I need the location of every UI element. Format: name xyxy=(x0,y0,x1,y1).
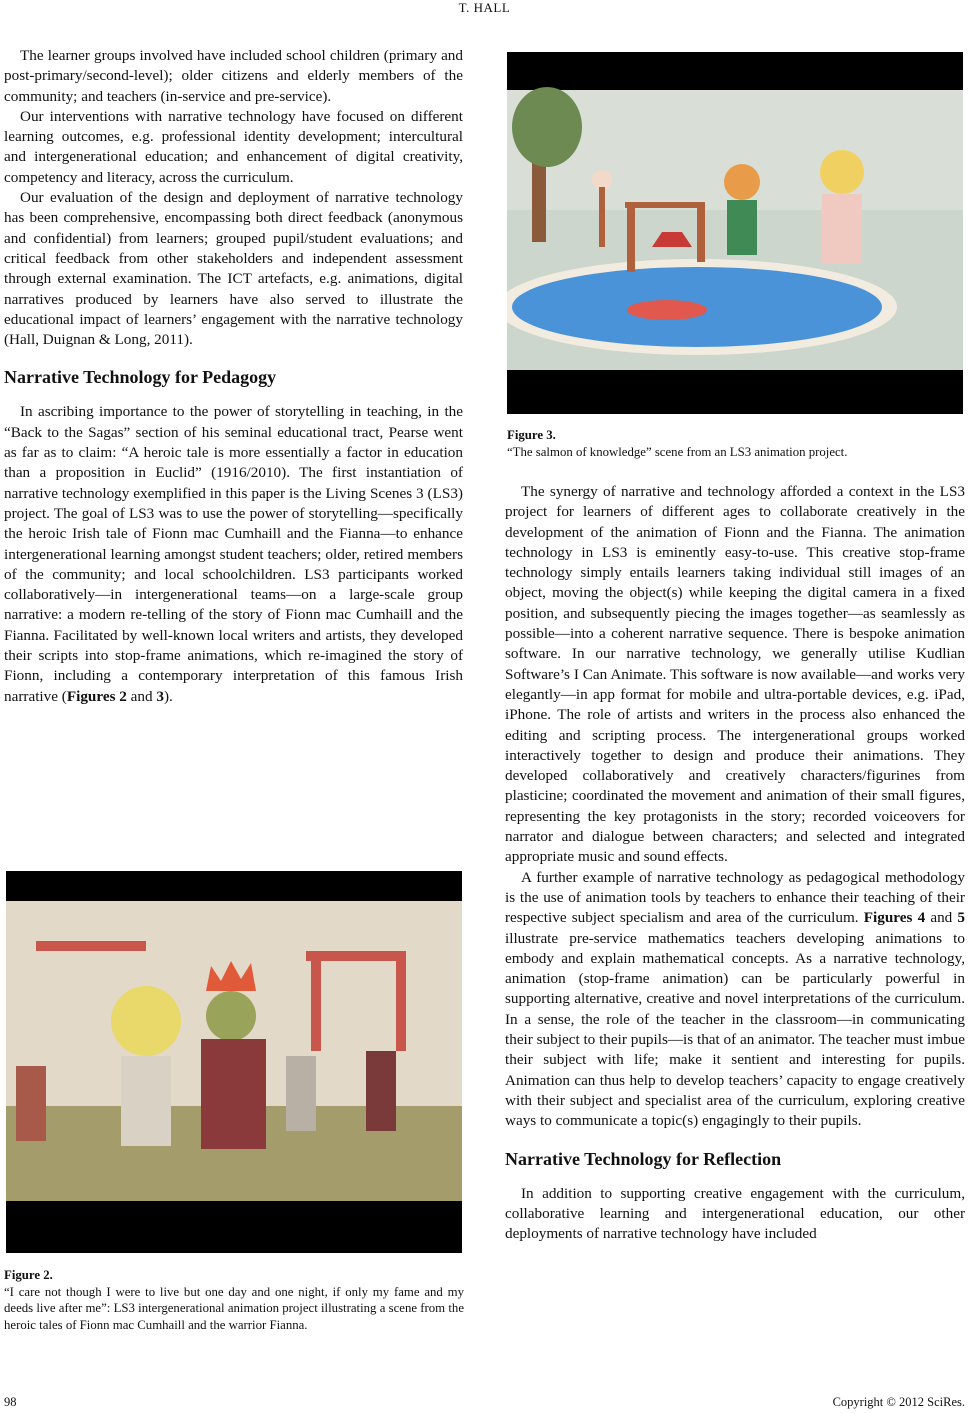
figure-reference-link[interactable]: 3 xyxy=(156,687,164,705)
right-column xyxy=(505,482,965,1244)
figure-2-caption-text: “I care not though I were to live but one day and one night, if only my fame and my deeds live after me”: LS3 intergenerational animation project illustrating a scene from the heroic tales of Fionn mac Cumhaill and the warrior Fianna. xyxy=(4,1284,464,1332)
paragraph: The synergy of narrative and technology afforded a context in the LS3 project for learners of different ages to collaborate creatively in the development of the animation of Fionn and the Fianna. The animation technology in LS3 is eminently easy-to-use. This creative stop-frame technology simply entails learners taking individual still images of an object, moving the object(s) while keeping the digital camera in a fixed position, and subsequently piecing the images together—as seamlessly as possible—into a coherent narrative sequence. There is bespoke animation software. In our narrative technology, we generally utilise Kudlian Software’s I Can Animate. This software is now available—and works very elegantly—in app format for mobile and ultra-portable devices, e.g. iPad, iPhone. The role of artists and writers in the process also enhanced the editing and scripting process. The intergenerational groups worked interactively together to design and produce their animations. They developed collaboratively and creatively characters/figurines from plasticine; coordinated the movement and animation of their small figures, representing the key protagonists in the story; recorded voiceovers for narrator and dialogue between characters; and selected and integrated appropriate music and sound effects. xyxy=(505,483,965,866)
copyright-notice: Copyright © 2012 SciRes. xyxy=(832,1395,965,1409)
figure-2-label: Figure 2. xyxy=(4,1268,53,1282)
running-head: T. HALL xyxy=(458,0,511,15)
paragraph: Our evaluation of the design and deployment of narrative technology has been comprehensive, encompassing both direct feedback (anonymous and confidential) from learners; grouped pupil/student evaluations; and critical feedback from other stakeholders and independent assessment through external examination. The ICT artefacts, e.g. animations, digital narratives produced by learners have also served to illustrate the educational impact of learners’ engagement with the narrative technology (Hall, Duignan & Long, 2011). xyxy=(4,189,463,349)
figure-reference-link[interactable]: 5 xyxy=(957,909,966,927)
figure-2-image xyxy=(6,871,462,1253)
paragraph: Our interventions with narrative technology have focused on different learning outcomes, e.g. professional identity development; intercultural and intergenerational education; and enhancement of digital creativity, competency and literacy, across the curriculum. xyxy=(4,107,463,186)
paragraph xyxy=(4,402,463,706)
figure-2-caption xyxy=(4,1267,464,1333)
paragraph-text: and xyxy=(925,909,958,927)
figure-3-label: Figure 3. xyxy=(507,428,556,442)
figure-3-caption xyxy=(507,427,965,460)
figure-2-scene xyxy=(6,871,462,1253)
paragraph-text: A further example of narrative technology as pedagogical methodology is the use of animation tools by teachers to enhance their teaching of their respective subject specialism and area of the curriculum. xyxy=(505,868,965,927)
paragraph: In addition to supporting creative engagement with the curriculum, collaborative learning and intergenerational education, our other deployments of narrative technology have included xyxy=(505,1184,965,1243)
figure-reference-link[interactable]: Figures 4 xyxy=(863,909,926,927)
figure-3-scene xyxy=(507,52,963,414)
section-heading-pedagogy: Narrative Technology for Pedagogy xyxy=(4,367,277,388)
figure-reference-link[interactable]: Figures 2 xyxy=(66,687,127,705)
paragraph: The learner groups involved have included school children (primary and post-primary/second-level); older citizens and elderly members of the community; and teachers (in-service and pre-service). xyxy=(4,47,463,105)
paragraph-text: and xyxy=(126,687,157,705)
paragraph xyxy=(505,868,965,1132)
section-heading-reflection: Narrative Technology for Reflection xyxy=(505,1148,782,1169)
left-column xyxy=(4,46,463,707)
figure-3-image xyxy=(507,52,963,414)
paragraph-text: illustrate pre-service mathematics teachers developing animations to embody and explain mathematical concepts. As a narrative technology, animation (stop-frame animation) can be particularly powerful in supporting alternative, creative and novel interpretations of the curriculum. In a sense, the role of the teacher in the classroom—in communicating their subject to their pupils—is that of an animator. The teacher must imbue their subject with life; make it sentient and interesting for pupils. Animation can thus help to develop teachers’ capacity to engage creatively with their subject and specialist area of the curriculum, exploring creative ways to communicate a topic(s) engagingly to their pupils. xyxy=(505,929,965,1130)
paragraph-text: ). xyxy=(164,687,173,705)
figure-3-caption-text: “The salmon of knowledge” scene from an LS3 animation project. xyxy=(507,444,848,459)
paragraph-text: In ascribing importance to the power of storytelling in teaching, in the “Back to the Sagas” section of his seminal educational tract, Pearse went as far as to claim: “A heroic tale is more essentially a factor in education than a proposition in Euclid” (1916/2010). The first instantiation of narrative technology exemplified in this paper is the Living Scenes 3 (LS3) project. The goal of LS3 was to use the power of storytelling—specifically the heroic Irish tale of Fionn mac Cumhaill and the Fianna—to enhance intergenerational learning amongst student teachers; older, retired members of the community; and local schoolchildren. LS3 participants worked collaboratively—in intergenerational teams—on a large-scale group narrative: a modern re-telling of the story of Fionn mac Cumhaill and the Fianna. Facilitated by well-known local writers and artists, they developed their scripts into stop-frame animations, which re-imagined the story of Fionn, including a contemporary interpretation of this famous Irish narrative ( xyxy=(4,403,463,705)
page-number: 98 xyxy=(4,1395,17,1409)
